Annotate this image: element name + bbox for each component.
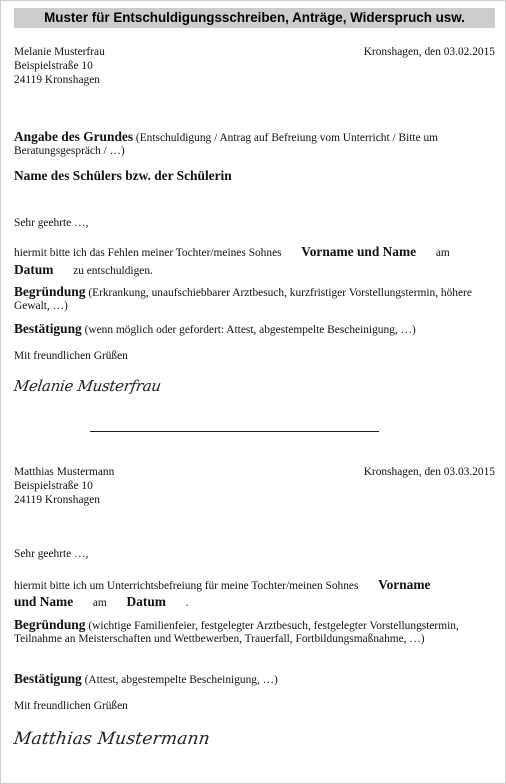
- confirmation-text-2: (Attest, abgestempelte Bescheinigung, …): [84, 674, 278, 686]
- confirmation-label-2: Bestätigung: [14, 671, 82, 686]
- reason-paragraph: [14, 130, 496, 158]
- word-am-2: am: [92, 597, 107, 609]
- place-date-2: Kronshagen, den 03.03.2015: [363, 466, 495, 478]
- sender-street-1: Beispielstraße 10: [14, 60, 93, 72]
- place-date-1: Kronshagen, den 03.02.2015: [363, 46, 495, 58]
- reason-heading: Angabe des Grundes: [14, 129, 134, 144]
- confirmation-line-2: [14, 672, 278, 687]
- placeholder-name-2a: Vorname: [378, 577, 431, 592]
- placeholder-name-1: Vorname und Name: [301, 244, 417, 259]
- placeholder-name-2b: und Name: [14, 594, 74, 609]
- justification-label-2: Begründung: [14, 617, 86, 632]
- justification-text-1: (Erkrankung, unaufschiebbarer Arztbesuch, kurzfristiger Vorstellungstermin, höhere Gewalt, …): [14, 287, 472, 313]
- section-divider: [90, 431, 379, 432]
- closing-2: Mit freundlichen Grüßen: [14, 700, 128, 712]
- justification-paragraph-1: [14, 285, 499, 313]
- sender-street-2: Beispielstraße 10: [14, 480, 93, 492]
- document-title: Muster für Entschuldigungsschreiben, Anträge, Widerspruch usw.: [14, 8, 495, 28]
- sender-city-1: 24119 Kronshagen: [14, 74, 100, 86]
- confirmation-text-1: (wenn möglich oder gefordert: Attest, abgestempelte Bescheinigung, …): [84, 324, 416, 336]
- body-text-1: hiermit bitte ich das Fehlen meiner Tochter/meines Sohnes: [14, 247, 282, 259]
- reason-text: (Entschuldigung / Antrag auf Befreiung vom Unterricht / Bitte um Beratungsgespräch / …): [14, 132, 439, 158]
- signature-2: Matthias Mustermann: [12, 729, 212, 749]
- period-2: .: [185, 597, 189, 609]
- sender-city-2: 24119 Kronshagen: [14, 494, 100, 506]
- salutation-2: Sehr geehrte …,: [14, 548, 89, 560]
- body-text-1b: zu entschuldigen.: [73, 265, 153, 277]
- signature-1: Melanie Musterfrau: [12, 377, 163, 395]
- salutation-1: Sehr geehrte …,: [14, 217, 89, 229]
- body-line-2b: [14, 595, 189, 610]
- word-am-1: am: [435, 247, 450, 259]
- body-line-1b: [14, 263, 153, 278]
- placeholder-date-1: Datum: [14, 262, 54, 277]
- placeholder-date-2: Datum: [126, 594, 166, 609]
- confirmation-line-1: [14, 322, 416, 337]
- confirmation-label-1: Bestätigung: [14, 321, 82, 336]
- justification-paragraph-2: [14, 618, 484, 646]
- sender-name-1: Melanie Musterfrau: [14, 46, 105, 58]
- body-line-1a: [14, 245, 450, 260]
- justification-label-1: Begründung: [14, 284, 86, 299]
- justification-text-2: (wichtige Familienfeier, festgelegter Arztbesuch, festgelegter Vorstellungstermin, Teilnahme an Meisterschaften und Wettbewerben, Trauerfall, Fortbildungsmaßnahme, …): [14, 620, 459, 646]
- sender-name-2: Matthias Mustermann: [14, 466, 115, 478]
- body-line-2a: [14, 578, 430, 593]
- student-name-heading: Name des Schülers bzw. der Schülerin: [14, 168, 232, 183]
- closing-1: Mit freundlichen Grüßen: [14, 350, 128, 362]
- body-text-2: hiermit bitte ich um Unterrichtsbefreiung für meine Tochter/meinen Sohnes: [14, 580, 359, 592]
